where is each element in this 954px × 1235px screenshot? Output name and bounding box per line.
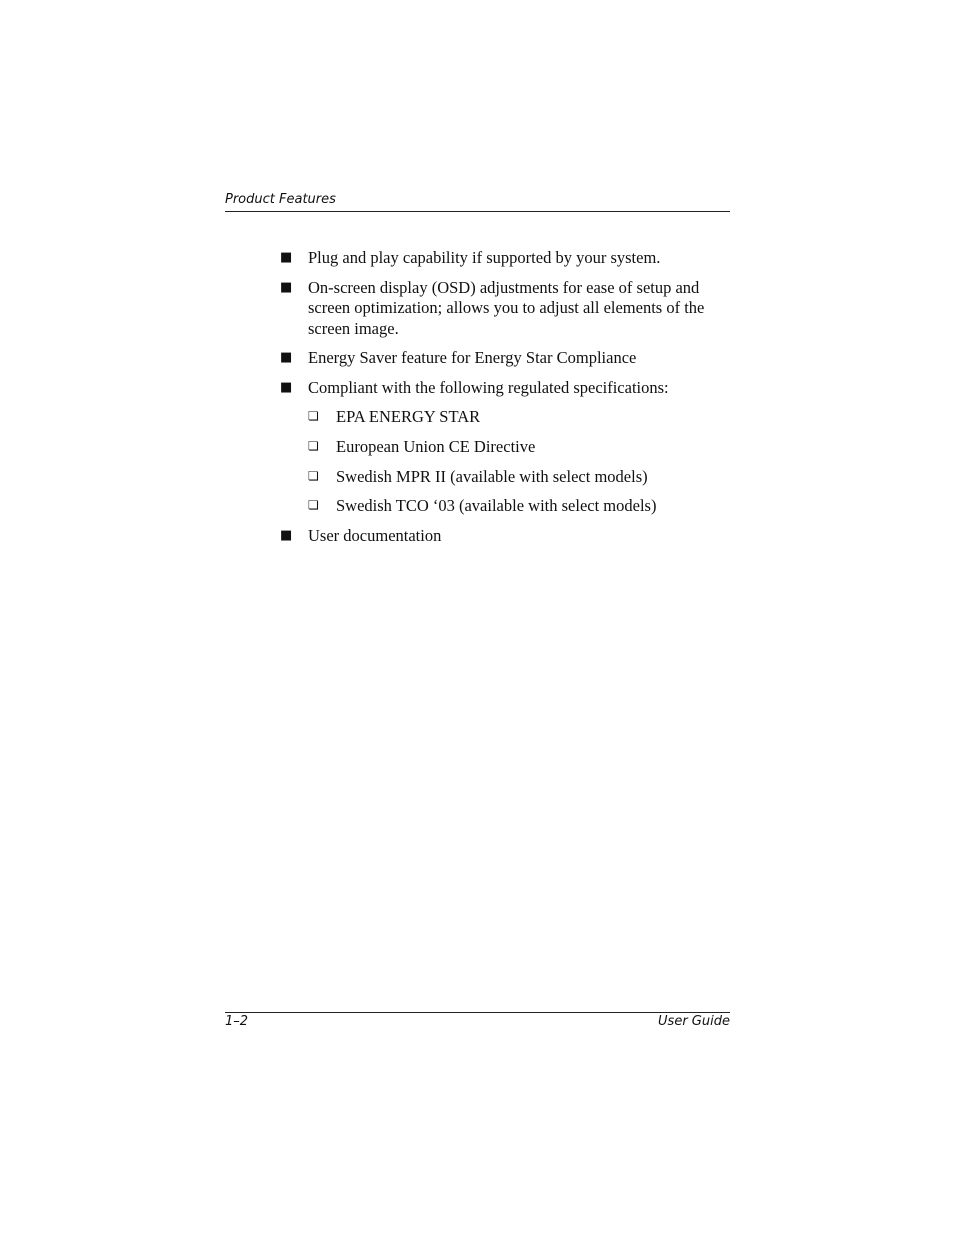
list-item-text: Compliant with the following regulated specifications: [308,378,669,397]
checkbox-bullet-icon: ❏ [308,469,319,483]
sub-list-item-text: EPA ENERGY STAR [336,407,481,426]
list-item-text: Plug and play capability if supported by your system. [308,248,661,267]
list-item-text: User documentation [308,526,442,545]
list-item-text-line: screen image. [308,319,399,338]
page-number: 1–2 [225,1014,249,1029]
sub-list-item-text: Swedish TCO ‘03 (available with select models) [336,496,657,515]
square-bullet-icon: ■ [280,380,293,395]
list-item-text-line: screen optimization; allows you to adjust all elements of the [308,298,705,317]
sub-list-item-text: Swedish MPR II (available with select models) [336,467,648,486]
list-item-text: Energy Saver feature for Energy Star Compliance [308,348,637,367]
running-footer-title: User Guide [658,1014,730,1029]
footer-divider [225,1012,730,1013]
header-divider [225,211,730,212]
list-item-text-line: On-screen display (OSD) adjustments for ease of setup and [308,278,700,297]
running-header: Product Features [225,192,336,207]
square-bullet-icon: ■ [280,280,293,295]
checkbox-bullet-icon: ❏ [308,498,319,512]
checkbox-bullet-icon: ❏ [308,409,319,423]
square-bullet-icon: ■ [280,250,293,265]
sub-list-item-text: European Union CE Directive [336,437,536,456]
square-bullet-icon: ■ [280,528,293,543]
square-bullet-icon: ■ [280,350,293,365]
checkbox-bullet-icon: ❏ [308,439,319,453]
